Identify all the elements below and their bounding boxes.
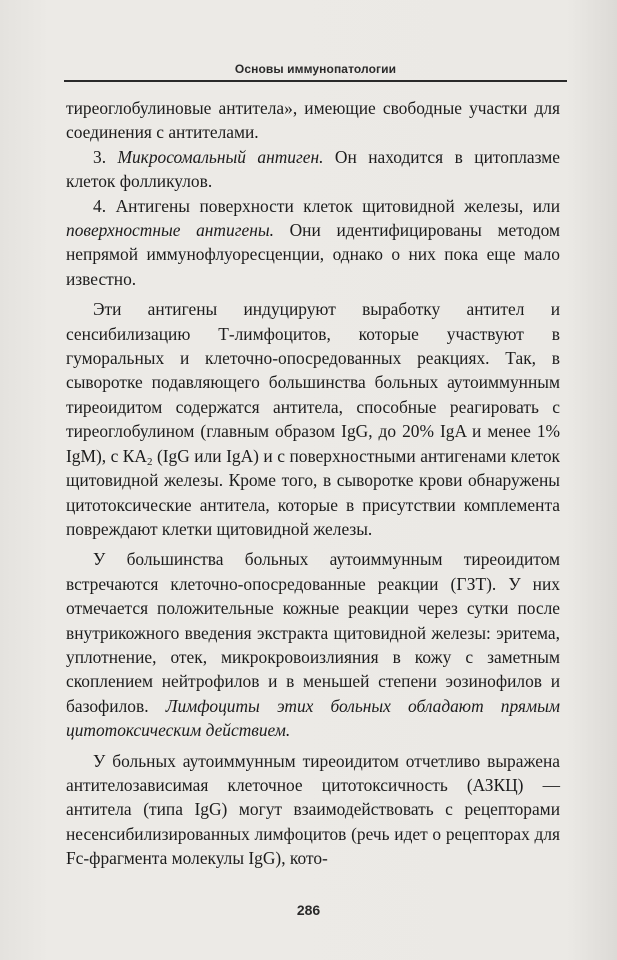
header-rule xyxy=(64,80,567,82)
paragraph-3 xyxy=(66,194,560,292)
paragraph-3-lead: 4. Антигены поверхности клеток щитовидной железы, или xyxy=(93,195,560,216)
page-number: 286 xyxy=(296,902,321,918)
paragraph-1: тиреоглобулиновые антитела», имеющие свободные участки для соединения с антителами. xyxy=(66,98,560,143)
page-body xyxy=(66,96,560,871)
paragraph-3-text: Они идентифицированы методом непрямой иммунофлуоресценции, однако о них пока еще мало известно. xyxy=(66,220,560,289)
running-header: Основы иммунопатологии xyxy=(234,62,397,76)
paragraph-6: У больных аутоиммунным тиреоидитом отчетливо выражена антителозависимая клеточное цитотоксичность (АЗКЦ) — антитела (типа IgG) могут взаимодействовать с рецепторами несенсибилизированных лимфоцитов (речь идет о рецепторах для Fc-фрагмента молекулы IgG), кото- xyxy=(66,750,560,869)
paragraph-3-term: поверхностные антигены. xyxy=(66,220,274,241)
paragraph-5-emphasis: Лимфоциты этих больных обладают прямым цитотоксическим действием. xyxy=(66,695,560,741)
paragraph-4 xyxy=(66,297,560,541)
paragraph-2-number: 3. xyxy=(93,146,118,167)
paragraph-5 xyxy=(66,547,560,742)
paragraph-4-subscript: 2 xyxy=(146,455,153,468)
paragraph-4-text-a: Эти антигены индуцируют выработку антител и сенсибилизацию Т-лимфоцитов, которые участвуют в гуморальных и клеточно-опосредованных реакциях. Так, в сыворотке подавляющего большинства больных аутоиммунным тиреоидитом содержатся антитела, способные реагировать с тиреоглобулином (главным образом IgG, до 20% IgA и менее 1% IgM), с КА xyxy=(66,299,560,466)
paragraph-2-term: Микросомальный антиген. xyxy=(117,146,324,167)
paragraph-2-text: Он находится в цитоплазме клеток фолликулов. xyxy=(66,146,560,192)
paragraph-5-text: У большинства больных аутоиммунным тиреоидитом встречаются клеточно-опосредованные реакции (ГЗТ). У них отмечается положительные кожные реакции через сутки после внутрикожного введения экстракта щитовидной железы: эритема, уплотнение, отек, микрокровоизлияния в кожу с заметным скоплением нейтрофилов и в меньшей степени эозинофилов и базофилов. xyxy=(66,549,560,716)
paragraph-2 xyxy=(66,145,560,194)
paragraph-4-text-b: (IgG или IgA) и с поверхностными антигенами клеток щитовидной железы. Кроме того, в сыворотке крови обнаружены цитотоксические антитела, которые в присутствии комплемента повреждают клетки щитовидной железы. xyxy=(66,445,560,539)
